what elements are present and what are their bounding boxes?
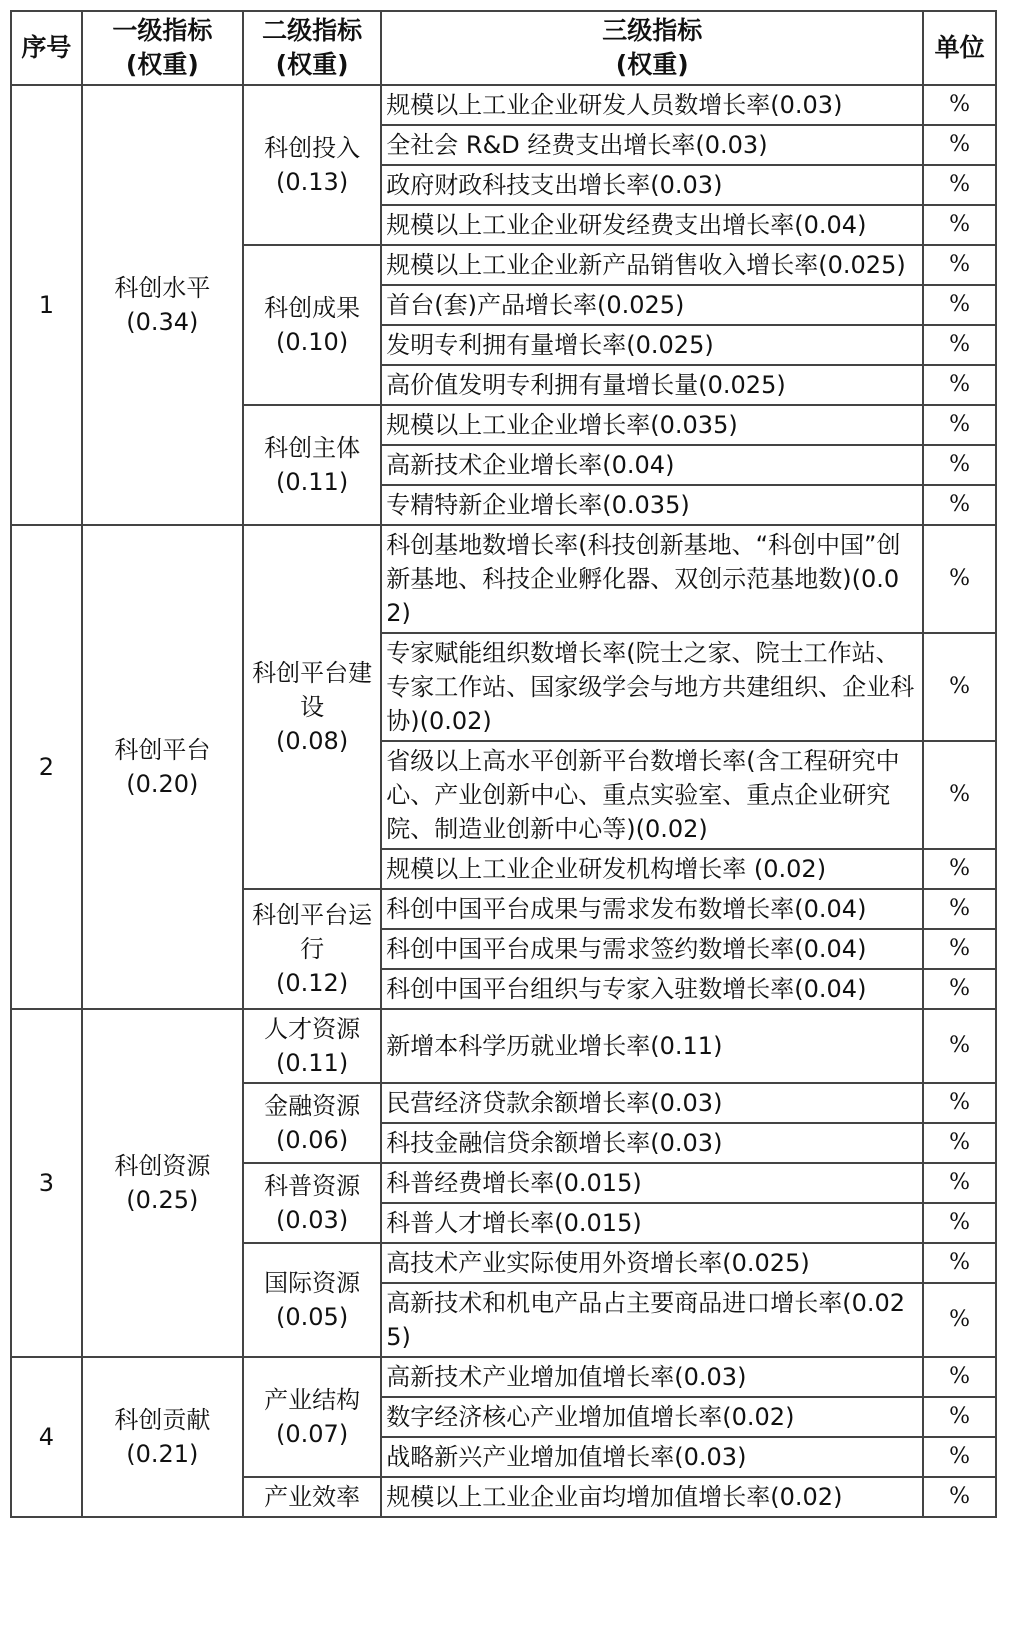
level3-cell: 高新技术产业增加值增长率(0.03) <box>381 1357 923 1397</box>
level3-cell: 战略新兴产业增加值增长率(0.03) <box>381 1437 923 1477</box>
header-level1 <box>82 11 243 85</box>
header-level1-weight: (权重) <box>125 50 199 79</box>
level2-name: 产业效率 <box>264 1483 361 1511</box>
level1-cell <box>82 525 243 1009</box>
level3-cell: 发明专利拥有量增长率(0.025) <box>381 325 923 365</box>
level3-cell: 全社会 R&D 经费支出增长率(0.03) <box>381 125 923 165</box>
level2-weight: (0.08) <box>276 727 349 755</box>
level3-cell: 科创中国平台成果与需求发布数增长率(0.04) <box>381 889 923 929</box>
level1-cell <box>82 1357 243 1517</box>
level3-cell: 规模以上工业企业研发机构增长率 (0.02) <box>381 849 923 889</box>
level3-cell: 科创基地数增长率(科技创新基地、“科创中国”创新基地、科技企业孵化器、双创示范基地数)(0.02) <box>381 525 923 633</box>
seq-cell: 4 <box>11 1357 82 1517</box>
table-row <box>11 1009 996 1083</box>
level2-cell <box>243 1163 381 1243</box>
level3-cell: 政府财政科技支出增长率(0.03) <box>381 165 923 205</box>
level3-cell: 新增本科学历就业增长率(0.11) <box>381 1009 923 1083</box>
level3-cell: 首台(套)产品增长率(0.025) <box>381 285 923 325</box>
level3-cell: 民营经济贷款余额增长率(0.03) <box>381 1083 923 1123</box>
unit-cell: % <box>923 1083 996 1123</box>
level3-cell: 高新技术和机电产品占主要商品进口增长率(0.025) <box>381 1283 923 1357</box>
unit-cell: % <box>923 969 996 1009</box>
level2-name: 金融资源 <box>264 1092 361 1120</box>
unit-cell: % <box>923 1163 996 1203</box>
level2-cell <box>243 889 381 1009</box>
level2-cell <box>243 1009 381 1083</box>
level2-name: 科创投入 <box>264 134 361 162</box>
unit-cell: % <box>923 485 996 525</box>
level3-cell: 高新技术企业增长率(0.04) <box>381 445 923 485</box>
indicator-table <box>10 10 997 1518</box>
unit-cell: % <box>923 365 996 405</box>
level1-name: 科创水平 <box>114 274 211 302</box>
unit-cell: % <box>923 849 996 889</box>
level1-cell <box>82 1009 243 1357</box>
unit-cell: % <box>923 1437 996 1477</box>
level2-weight: (0.13) <box>276 168 349 196</box>
unit-cell: % <box>923 405 996 445</box>
level3-cell: 专精特新企业增长率(0.035) <box>381 485 923 525</box>
level3-cell: 规模以上工业企业亩均增加值增长率(0.02) <box>381 1477 923 1517</box>
level3-cell: 省级以上高水平创新平台数增长率(含工程研究中心、产业创新中心、重点实验室、重点企业研究院、制造业创新中心等)(0.02) <box>381 741 923 849</box>
level3-cell: 规模以上工业企业新产品销售收入增长率(0.025) <box>381 245 923 285</box>
unit-cell: % <box>923 525 996 633</box>
unit-cell: % <box>923 325 996 365</box>
level2-weight: (0.07) <box>276 1420 349 1448</box>
header-level2-title: 二级指标 <box>262 16 363 45</box>
header-level1-title: 一级指标 <box>112 16 213 45</box>
unit-cell: % <box>923 929 996 969</box>
level3-cell: 科普人才增长率(0.015) <box>381 1203 923 1243</box>
unit-cell: % <box>923 165 996 205</box>
level3-cell: 规模以上工业企业研发人员数增长率(0.03) <box>381 85 923 125</box>
seq-cell: 3 <box>11 1009 82 1357</box>
level2-weight: (0.03) <box>276 1206 349 1234</box>
header-level3 <box>381 11 923 85</box>
unit-cell: % <box>923 1243 996 1283</box>
header-unit: 单位 <box>923 11 996 85</box>
level2-weight: (0.12) <box>276 969 349 997</box>
level3-cell: 科普经费增长率(0.015) <box>381 1163 923 1203</box>
unit-cell: % <box>923 205 996 245</box>
level3-cell: 规模以上工业企业增长率(0.035) <box>381 405 923 445</box>
unit-cell: % <box>923 85 996 125</box>
level2-weight: (0.05) <box>276 1303 349 1331</box>
unit-cell: % <box>923 1283 996 1357</box>
level1-name: 科创资源 <box>114 1152 211 1180</box>
table-row <box>11 85 996 125</box>
level2-weight: (0.06) <box>276 1126 349 1154</box>
unit-cell: % <box>923 1477 996 1517</box>
level3-cell: 专家赋能组织数增长率(院士之家、院士工作站、专家工作站、国家级学会与地方共建组织、企业科协)(0.02) <box>381 633 923 741</box>
level1-weight: (0.34) <box>126 308 199 336</box>
level3-cell: 规模以上工业企业研发经费支出增长率(0.04) <box>381 205 923 245</box>
level2-cell <box>243 245 381 405</box>
header-level2 <box>243 11 381 85</box>
level2-cell <box>243 1477 381 1517</box>
header-seq: 序号 <box>11 11 82 85</box>
unit-cell: % <box>923 1009 996 1083</box>
table-body <box>11 85 996 1517</box>
seq-cell: 1 <box>11 85 82 525</box>
level3-cell: 高价值发明专利拥有量增长量(0.025) <box>381 365 923 405</box>
level2-cell <box>243 1243 381 1357</box>
level2-cell <box>243 405 381 525</box>
level2-name: 国际资源 <box>264 1269 361 1297</box>
level2-name: 科创平台运行 <box>252 901 373 963</box>
seq-cell: 2 <box>11 525 82 1009</box>
level1-cell <box>82 85 243 525</box>
header-level3-weight: (权重) <box>615 50 689 79</box>
level2-cell <box>243 1083 381 1163</box>
level1-weight: (0.21) <box>126 1440 199 1468</box>
level1-weight: (0.25) <box>126 1186 199 1214</box>
level3-cell: 高技术产业实际使用外资增长率(0.025) <box>381 1243 923 1283</box>
level2-weight: (0.10) <box>276 328 349 356</box>
header-level2-weight: (权重) <box>275 50 349 79</box>
level2-name: 科创主体 <box>264 434 361 462</box>
level2-name: 科创平台建设 <box>252 659 373 721</box>
level2-cell <box>243 525 381 889</box>
level1-weight: (0.20) <box>126 770 199 798</box>
unit-cell: % <box>923 1203 996 1243</box>
unit-cell: % <box>923 1357 996 1397</box>
unit-cell: % <box>923 1397 996 1437</box>
unit-cell: % <box>923 889 996 929</box>
level2-name: 人才资源 <box>264 1015 361 1043</box>
table-row <box>11 525 996 633</box>
unit-cell: % <box>923 1123 996 1163</box>
unit-cell: % <box>923 445 996 485</box>
unit-cell: % <box>923 285 996 325</box>
level2-name: 产业结构 <box>264 1386 361 1414</box>
level1-name: 科创平台 <box>114 736 211 764</box>
unit-cell: % <box>923 633 996 741</box>
unit-cell: % <box>923 741 996 849</box>
level3-cell: 科技金融信贷余额增长率(0.03) <box>381 1123 923 1163</box>
table-row <box>11 1357 996 1397</box>
unit-cell: % <box>923 245 996 285</box>
level3-cell: 科创中国平台成果与需求签约数增长率(0.04) <box>381 929 923 969</box>
level3-cell: 数字经济核心产业增加值增长率(0.02) <box>381 1397 923 1437</box>
level2-name: 科创成果 <box>264 294 361 322</box>
level2-weight: (0.11) <box>276 468 349 496</box>
header-level3-title: 三级指标 <box>602 16 703 45</box>
unit-cell: % <box>923 125 996 165</box>
indicator-table-wrapper <box>10 10 997 1518</box>
level3-cell: 科创中国平台组织与专家入驻数增长率(0.04) <box>381 969 923 1009</box>
level2-name: 科普资源 <box>264 1172 361 1200</box>
level2-weight: (0.11) <box>276 1049 349 1077</box>
level2-cell <box>243 1357 381 1477</box>
level1-name: 科创贡献 <box>114 1406 211 1434</box>
level2-cell <box>243 85 381 245</box>
header-row <box>11 11 996 85</box>
